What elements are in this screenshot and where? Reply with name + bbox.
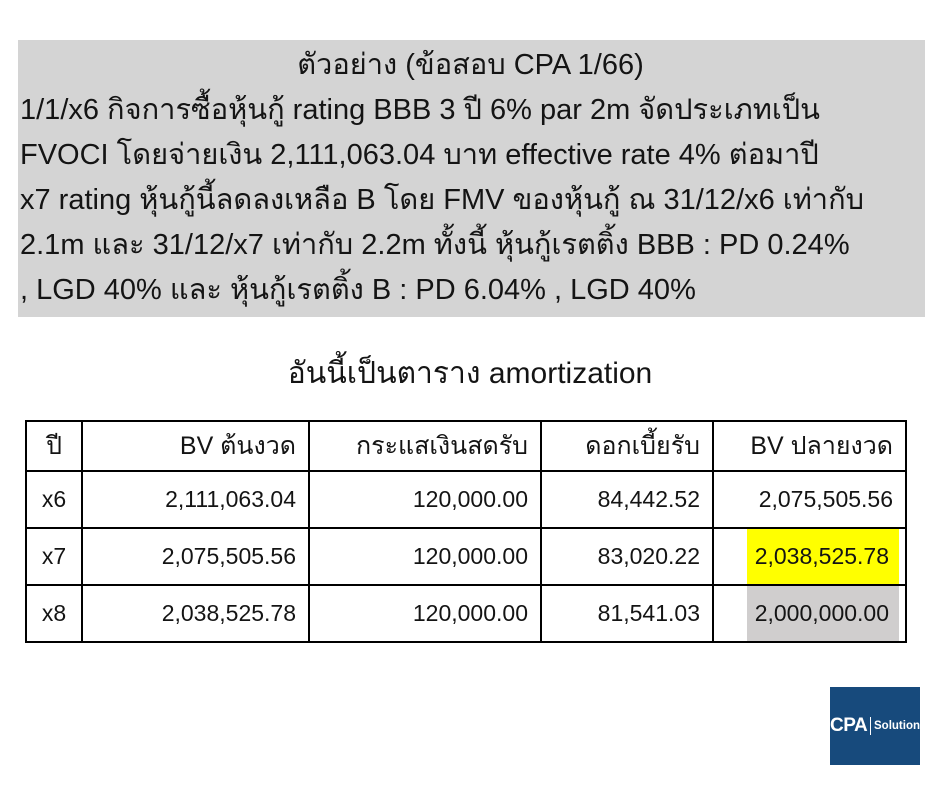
cell-cash-received: 120,000.00 [309, 471, 541, 528]
cell-bv-begin: 2,075,505.56 [82, 528, 309, 585]
cell-interest: 83,020.22 [541, 528, 713, 585]
col-header-bv-begin: BV ต้นงวด [82, 421, 309, 471]
cell-bv-end: 2,075,505.56 [713, 471, 906, 528]
problem-line-2: FVOCI โดยจ่ายเงิน 2,111,063.04 บาท effective rate 4% ต่อมาปี [20, 139, 819, 171]
table-row [26, 585, 906, 642]
col-header-bv-end: BV ปลายงวด [713, 421, 906, 471]
table-row [26, 471, 906, 528]
logo-cpa-text: CPA [830, 715, 868, 736]
cpa-solution-logo [830, 687, 920, 765]
cell-year: x6 [26, 471, 82, 528]
cell-year: x8 [26, 585, 82, 642]
problem-line-4: 2.1m และ 31/12/x7 เท่ากับ 2.2m ทั้งนี้ หุ้นกู้เรตติ้ง BBB : PD 0.24% [20, 229, 850, 261]
cell-interest: 84,442.52 [541, 471, 713, 528]
col-header-interest: ดอกเบี้ยรับ [541, 421, 713, 471]
cell-interest: 81,541.03 [541, 585, 713, 642]
problem-line-3: x7 rating หุ้นกู้นี้ลดลงเหลือ B โดย FMV ของหุ้นกู้ ณ 31/12/x6 เท่ากับ [20, 184, 865, 216]
problem-line-1: 1/1/x6 กิจการซื้อหุ้นกู้ rating BBB 3 ปี 6% par 2m จัดประเภทเป็น [20, 94, 820, 126]
cell-bv-begin: 2,111,063.04 [82, 471, 309, 528]
yellow-highlight [747, 529, 899, 584]
table-title: อันนี้เป็นตาราง amortization [287, 357, 653, 390]
table-row [26, 528, 906, 585]
logo-solution-text: Solution [874, 720, 920, 732]
logo-separator [870, 717, 871, 735]
gray-highlight [747, 586, 899, 641]
table-header-row [26, 421, 906, 471]
cell-bv-end-highlighted-gray [713, 585, 906, 642]
problem-line-5: , LGD 40% และ หุ้นกู้เรตติ้ง B : PD 6.04% , LGD 40% [20, 274, 696, 306]
col-header-year: ปี [26, 421, 82, 471]
cell-cash-received: 120,000.00 [309, 585, 541, 642]
cell-cash-received: 120,000.00 [309, 528, 541, 585]
cell-bv-end-value: 2,038,525.78 [754, 543, 889, 569]
cell-bv-end-value: 2,000,000.00 [754, 600, 889, 626]
col-header-cash-received: กระแสเงินสดรับ [309, 421, 541, 471]
problem-title: ตัวอย่าง (ข้อสอบ CPA 1/66) [297, 49, 644, 81]
cell-bv-begin: 2,038,525.78 [82, 585, 309, 642]
problem-statement-box [18, 40, 925, 317]
cell-bv-end-highlighted-yellow [713, 528, 906, 585]
cell-year: x7 [26, 528, 82, 585]
amortization-table [25, 420, 907, 643]
